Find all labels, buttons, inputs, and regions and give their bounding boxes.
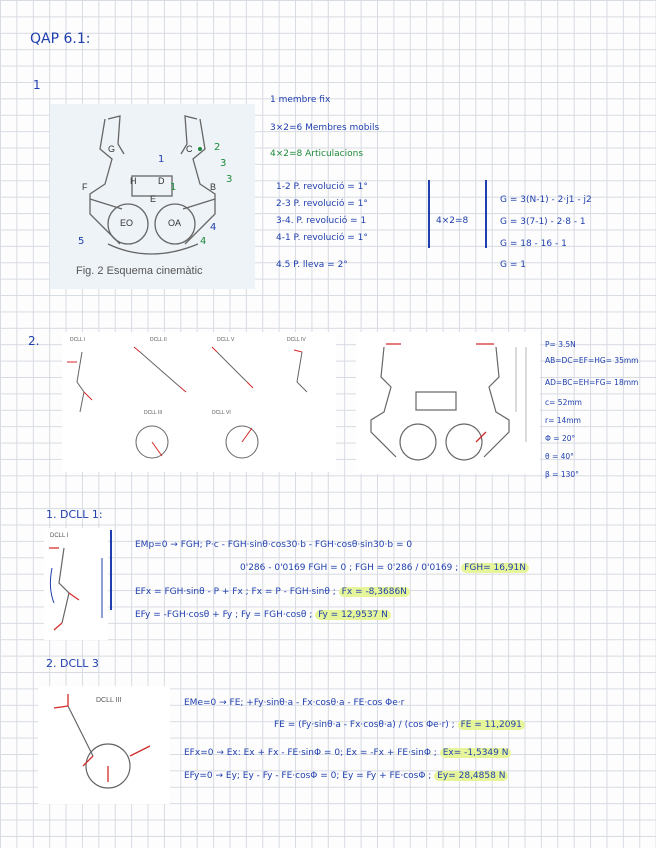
dcll3-label: DCLL III	[96, 697, 122, 704]
svg-text:2: 2	[214, 142, 221, 153]
param-r: r= 14mm	[545, 416, 581, 425]
dcll1-fx-result: Fx = -8,3686N	[339, 587, 410, 597]
pairs-bracket	[428, 180, 430, 248]
dcll3-ey-expr: EFy=0 → Ey; Ey - Fy - FE·cosΦ = 0; Ey = Fy + FE·cosΦ ;	[184, 771, 432, 781]
page-title: QAP 6.1:	[30, 31, 91, 47]
svg-text:H: H	[130, 176, 137, 186]
figure-caption: Fig. 2 Esquema cinemàtic	[76, 265, 203, 277]
dcll3-heading: 2. DCLL 3	[46, 657, 99, 670]
svg-text:D: D	[158, 176, 165, 186]
param-phi: Φ = 20°	[545, 434, 576, 443]
dcll3-diagram	[38, 686, 170, 804]
mobile-members: 3×2=6 Membres mobils	[270, 123, 380, 133]
svg-text:E: E	[150, 194, 157, 204]
param-ab: AB=DC=EF=HG= 35mm	[545, 356, 639, 365]
dcll3-fe-result: FE = 11,2091	[458, 720, 525, 730]
svg-text:1: 1	[170, 182, 177, 193]
svg-text:B: B	[210, 182, 217, 192]
dcll1-heading: 1. DCLL 1:	[46, 508, 103, 521]
dcll1-drawing	[44, 528, 108, 640]
dcll1-fgh-eq	[240, 563, 529, 574]
dcll1-fy-expr: EFy = -FGH·cosθ + Fy ; Fy = FGH·cosθ ;	[135, 610, 313, 620]
dcll-vi-label: DCLL VI	[212, 410, 231, 416]
svg-text:OA: OA	[168, 218, 182, 228]
svg-text:5: 5	[78, 236, 85, 247]
pair-4: 4-1 P. revolució = 1°	[276, 233, 368, 243]
svg-text:3: 3	[220, 158, 227, 169]
dcll3-ex-eq	[184, 748, 511, 759]
dcll3-ey-result: Ey= 28,4858 N	[434, 771, 508, 781]
dcll1-label: DCLL I	[50, 533, 69, 539]
dcll1-fy-eq	[135, 610, 391, 621]
dcll-ii-label: DCLL II	[150, 337, 167, 343]
gruebler-4: G = 1	[500, 260, 526, 270]
dcll-v-label: DCLL V	[217, 337, 235, 343]
gruebler-1: G = 3(N-1) - 2·j1 - j2	[500, 195, 592, 205]
kinematic-figure	[50, 104, 255, 289]
dcll3-ex-result: Ex= -1,5349 N	[440, 748, 512, 758]
dcll3-drawing	[38, 686, 170, 804]
pairs-total: 4×2=8	[436, 216, 469, 226]
dcll3-ey-eq	[184, 771, 508, 782]
dcll1-fx-expr: EFx = FGH·sinθ - P + Fx ; Fx = P - FGH·sinθ ;	[135, 587, 336, 597]
gruebler-2: G = 3(7-1) - 2·8 - 1	[500, 217, 586, 227]
dcll3-fe-expr: FE = (Fy·sinθ·a - Fx·cosθ·a) / (cos Φe·r) ;	[274, 720, 455, 730]
param-beta: β = 130°	[545, 470, 579, 479]
dimensioned-mechanism	[356, 332, 540, 474]
mechanism-drawing	[356, 332, 540, 474]
dcll1-fy-result: Fy = 12,9537 N	[315, 610, 391, 620]
dcll-iii-label: DCLL III	[144, 410, 163, 416]
svg-text:G: G	[108, 144, 116, 154]
joints-count: 4×2=8 Articulacions	[270, 149, 364, 159]
param-theta: θ = 40°	[545, 452, 574, 461]
dcll1-fgh-result: FGH= 16,91N	[461, 563, 529, 573]
dcll-drawings	[62, 332, 336, 472]
dcll1-fgh-expr: 0'286 - 0'0169 FGH = 0 ; FGH = 0'286 / 0'0169 ;	[240, 563, 459, 573]
svg-text:C: C	[186, 144, 193, 154]
svg-text:3: 3	[226, 174, 233, 185]
dcll1-moment-eq: EMp=0 → FGH; P·c - FGH·sinθ·cos30·b - FGH·cosθ·sin30·b = 0	[135, 540, 413, 550]
param-c: c= 52mm	[545, 398, 582, 407]
gruebler-3: G = 18 - 16 - 1	[500, 239, 567, 249]
pair-2: 2-3 P. revolució = 1°	[276, 199, 368, 209]
pair-5: 4.5 P. lleva = 2°	[276, 260, 348, 270]
dcll3-ex-expr: EFx=0 → Ex: Ex + Fx - FE·sinΦ = 0; Ex = -Fx + FE·sinΦ ;	[184, 748, 437, 758]
dcll1-diagram	[44, 528, 108, 640]
dcll-iv-label: DCLL IV	[287, 337, 306, 343]
svg-text:1: 1	[158, 154, 165, 165]
pair-1: 1-2 P. revolució = 1°	[276, 182, 368, 192]
dcll1-bracket	[110, 530, 112, 610]
gruebler-bracket	[485, 180, 487, 248]
param-p: P= 3.5N	[545, 340, 576, 349]
svg-text:F: F	[82, 182, 88, 192]
dcll1-fx-eq	[135, 587, 410, 598]
kinematic-scheme-drawing	[50, 104, 255, 289]
free-body-diagrams	[62, 332, 336, 472]
section-1-number: 1	[33, 78, 41, 92]
param-ad: AD=BC=EH=FG= 18mm	[545, 378, 639, 387]
dcll3-moment-eq: EMe=0 → FE; +Fy·sinθ·a - Fx·cosθ·a - FE·cos Φe·r	[184, 698, 405, 708]
section-2-number: 2.	[28, 334, 40, 348]
dcll-i-label: DCLL I	[70, 337, 86, 343]
svg-text:4: 4	[210, 222, 217, 233]
svg-text:EO: EO	[120, 218, 134, 228]
dcll3-fe-eq	[274, 720, 525, 731]
svg-text:4: 4	[200, 236, 207, 247]
pair-3: 3-4. P. revolució = 1	[276, 216, 367, 226]
fixed-members: 1 membre fix	[270, 95, 331, 105]
